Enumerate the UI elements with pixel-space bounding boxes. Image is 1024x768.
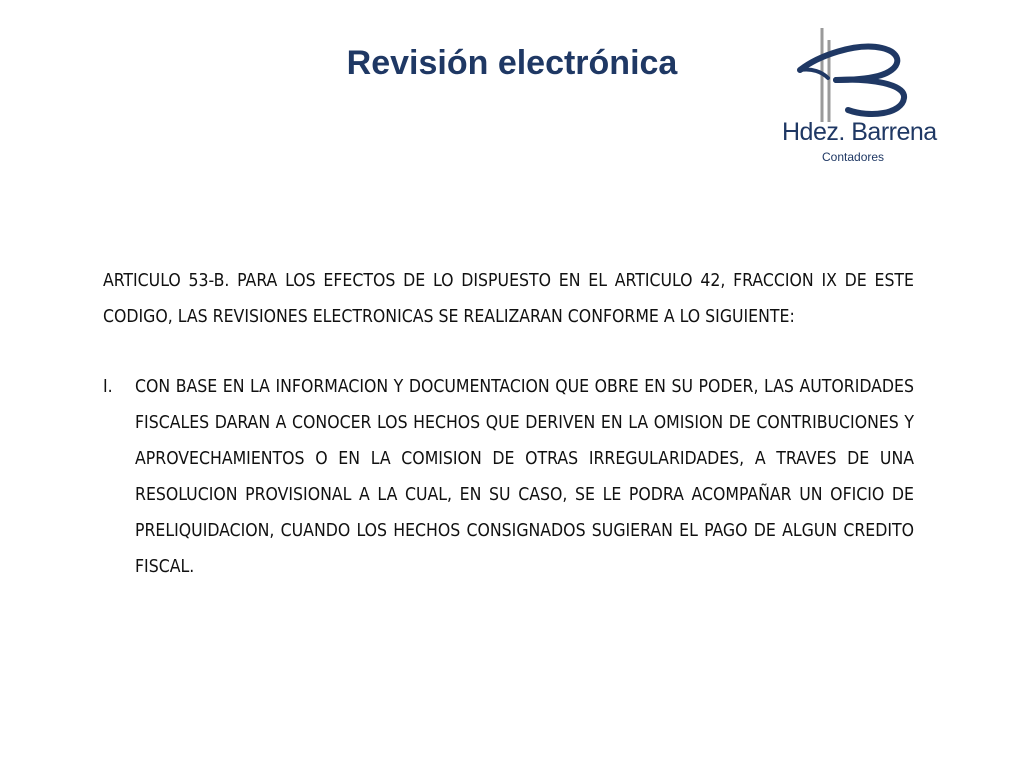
logo-monogram-icon — [778, 24, 928, 124]
list-item — [103, 369, 914, 585]
intro-paragraph: ARTICULO 53-B. PARA LOS EFECTOS DE LO DISPUESTO EN EL ARTICULO 42, FRACCION IX DE ESTE CODIGO, LAS REVISIONES ELECTRONICAS SE REALIZARAN CONFORME A LO SIGUIENTE: — [103, 271, 914, 327]
slide-body — [103, 263, 914, 585]
logo-company-name: Hdez. Barrena — [782, 118, 937, 146]
list-marker: I. — [103, 377, 113, 397]
numbered-list — [103, 369, 914, 585]
slide-title: Revisión electrónica — [346, 44, 678, 82]
company-logo — [778, 24, 937, 174]
list-item-text: CON BASE EN LA INFORMACION Y DOCUMENTACION QUE OBRE EN SU PODER, LAS AUTORIDADES FISCALES DARAN A CONOCER LOS HECHOS QUE DERIVEN EN LA OMISION DE CONTRIBUCIONES Y APROVECHAMIENTOS O EN LA COMISION DE OTRAS IRREGULARIDADES, A TRAVES DE UNA RESOLUCION PROVISIONAL A LA CUAL, EN SU CASO, SE LE PODRA ACOMPAÑAR UN OFICIO DE PRELIQUIDACION, CUANDO LOS HECHOS CONSIGNADOS SUGIERAN EL PAGO DE ALGUN CREDITO FISCAL. — [135, 377, 914, 577]
logo-company-subtitle: Contadores — [822, 150, 885, 164]
